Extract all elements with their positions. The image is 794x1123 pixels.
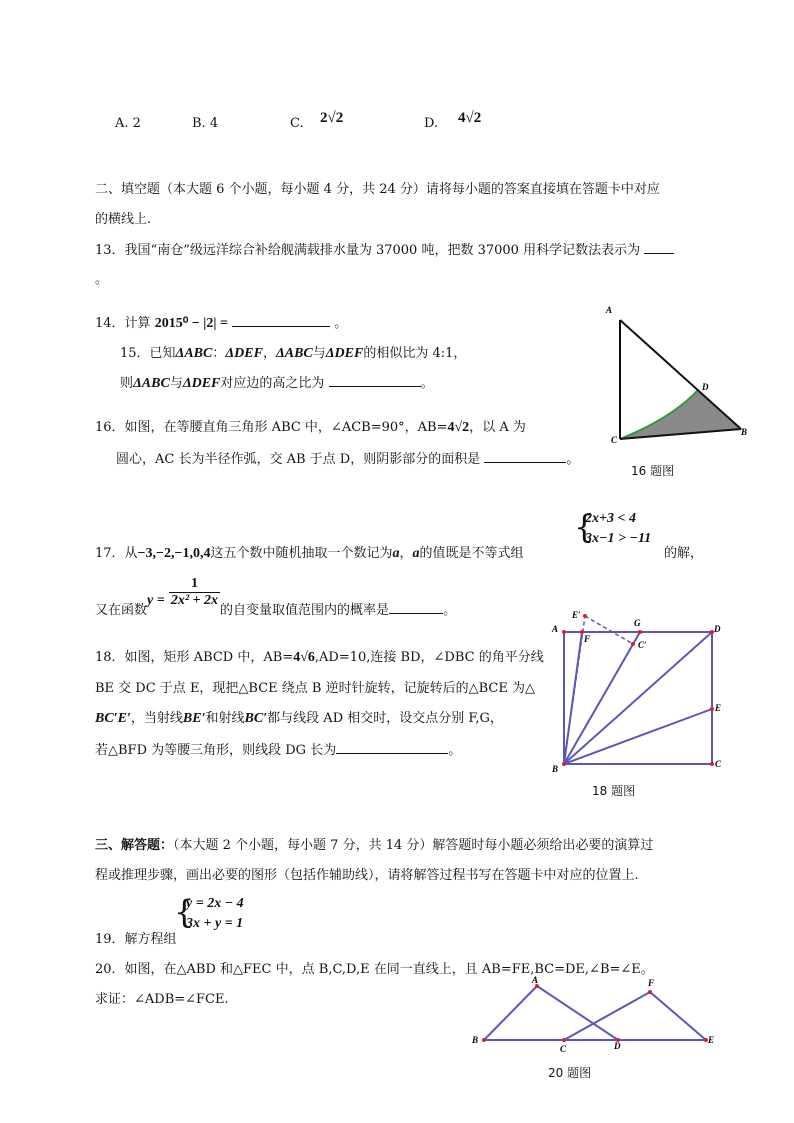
figure-16-label-c: C [611, 435, 618, 445]
q17-func-y: y = [147, 593, 165, 608]
q19-equation-1: y = 2x − 4 [186, 896, 244, 911]
q16-line2-text: 圆心，AC 长为半径作弧，交 AB 于点 D，则阴影部分的面积是 [116, 452, 481, 467]
figure-16-label-b: B [741, 427, 748, 437]
q15-l2-suffix: 对应边的高之比为 [220, 376, 325, 391]
q15-l2-mid: 与 [169, 376, 183, 391]
q15-l2-end: 。 [420, 376, 434, 391]
figure-20-label-d: D [614, 1041, 621, 1051]
q17-inequality-1: 2x+3 < 4 [585, 511, 636, 526]
q17-mid2: 的值既是不等式组 [419, 546, 524, 561]
q17-inequality-2: 3x−1 > −11 [585, 531, 652, 546]
q18-l3-mid2: 和射线 [205, 711, 245, 726]
q18-line2: BE 交 DC 于点 E，现把△BCE 绕点 B 逆时针旋转，记旋转后的△BCE 为△ [95, 681, 535, 696]
q18-l3-suffix: 都与线段 AD 相交时，设交点分别 F,G， [267, 711, 503, 726]
q15-l2-prefix: 则 [120, 376, 134, 391]
section2-line2: 的横线上. [95, 212, 152, 227]
q15-mid: 与 [312, 346, 326, 361]
q17-answer-blank[interactable] [389, 601, 443, 614]
q16-line2-end: 。 [566, 452, 580, 467]
q13-answer-blank[interactable] [644, 241, 674, 254]
figure-18-caption: 18 题图 [592, 784, 636, 798]
q17-system [585, 509, 651, 549]
q13-line1: 13．我国“南仓”级远洋综合补给舰满载排水量为 37000 吨，把数 37000 用科学记数法表示为 [95, 243, 641, 258]
figure-16-caption: 16 题图 [631, 464, 675, 478]
q16-line1 [95, 416, 526, 436]
section3-title: 三、解答题： [95, 838, 174, 853]
figure-20-label-b: B [472, 1035, 479, 1045]
option-b: B. 4 [192, 116, 219, 131]
figure-18-label-b: B [552, 764, 559, 774]
q17-system-brace: { [574, 508, 595, 546]
q17-function-fraction [169, 576, 220, 609]
q16-line2 [116, 448, 579, 467]
q16-ab-value: 4√2 [447, 420, 470, 435]
q15-l2-tri-def: ΔDEF [182, 376, 221, 391]
figure-16-label-d: D [702, 382, 709, 392]
figure-18-label-c: C [715, 759, 722, 769]
figure-20-label-c: C [560, 1044, 567, 1054]
q15-tri-def-2: ΔDEF [325, 346, 364, 361]
q19-equation-2: 3x + y = 1 [186, 916, 244, 931]
q13-line2: 。 [95, 272, 109, 287]
q14-text [95, 312, 347, 332]
figure-16 [598, 298, 758, 448]
figure-20-caption: 20 题图 [548, 1066, 592, 1080]
q15-line2 [120, 372, 434, 392]
figure-18-label-g: G [634, 618, 641, 628]
section2-line1: 二、填空题（本大题 6 个小题，每小题 4 分，共 24 分）请将每小题的答案直接填在答题卡中对应 [95, 182, 660, 197]
figure-18-label-e-prime: E′ [572, 610, 581, 620]
section3-line2: 程或推理步骤，画出必要的图形（包括作辅助线），请将解答过程书写在答题卡中对应的位置上. [95, 868, 639, 883]
q18-line3 [95, 707, 503, 727]
option-c-value: 2√2 [320, 110, 344, 126]
q17-prefix: 17．从 [95, 546, 138, 561]
q17-l2-prefix: 又在函数 [95, 603, 148, 618]
figure-18 [548, 610, 728, 780]
q15-prefix: 15．已知 [120, 346, 176, 361]
q17-l2-end: 。 [443, 603, 457, 618]
q18-tri-bce-prime: BC′E′ [95, 711, 131, 726]
figure-20-label-a: A [532, 975, 539, 985]
q18-l3-mid: ，当射线 [130, 711, 183, 726]
q15-suffix: 的相似比为 4:1， [363, 346, 467, 361]
section3-line1-rest: （本大题 2 个小题，每小题 7 分，共 14 分）解答题时每小题必须给出必要的演算过 [173, 838, 654, 853]
q15-colon: ： [212, 346, 226, 361]
q19-prefix: 19．解方程组 [95, 932, 177, 947]
figure-20-label-f: F [648, 978, 655, 988]
q16-answer-blank[interactable] [484, 450, 566, 463]
q18-ray-bc-prime: BC′ [244, 711, 268, 726]
q16-suffix: ，以 A 为 [469, 420, 526, 435]
q20-line2: 求证：∠ADB=∠FCE. [95, 992, 229, 1007]
figure-18-label-e: E [715, 703, 722, 713]
q14-suffix: 。 [334, 316, 348, 331]
option-a: A. 2 [115, 116, 141, 131]
q19-system-brace: { [174, 893, 195, 931]
q18-suffix: ,AD=10,连接 BD，∠DBC 的角平分线 [314, 650, 544, 665]
figure-20-side-ab [484, 986, 537, 1040]
figure-18-diagonal-bd [564, 632, 712, 764]
q15-tri-abc-2: ΔABC [275, 346, 313, 361]
q15-tri-def: ΔDEF [225, 346, 263, 361]
figure-18-dashed-e-prime-c-prime [585, 616, 633, 644]
figure-20 [466, 974, 726, 1054]
q17-func-num: 1 [169, 576, 220, 593]
q17-suffix: 的解， [664, 546, 704, 561]
q18-prefix: 18．如图，矩形 ABCD 中，AB= [95, 650, 294, 665]
figure-18-segment-be [564, 709, 712, 764]
q17-l2-suffix: 的自变量取值范围内的概率是 [220, 603, 390, 618]
figure-20-side-fe [650, 992, 706, 1040]
q15-answer-blank[interactable] [329, 374, 421, 387]
q16-prefix: 16．如图，在等腰直角三角形 ABC 中，∠ACB=90°，AB= [95, 420, 448, 435]
q14-expression: 2015⁰ − |2| = [154, 316, 228, 331]
option-d-label: D. [424, 116, 439, 131]
figure-18-label-a: A [552, 624, 559, 634]
q17-var-a-2: a [412, 546, 420, 561]
q14-prefix: 14．计算 [95, 316, 151, 331]
figure-16-label-a: A [606, 305, 613, 315]
q18-ray-be-prime: BE′ [182, 711, 206, 726]
q17-func-den: 2x² + 2x [170, 593, 219, 608]
q13-text [95, 239, 674, 258]
figure-18-label-f: F [584, 634, 591, 644]
q15-tri-abc: ΔABC [175, 346, 213, 361]
option-c-label: C. [290, 116, 304, 131]
q18-line4-end: 。 [448, 743, 462, 758]
figure-20-label-e: E [708, 1035, 715, 1045]
q20-line1: 20．如图，在△ABD 和△FEC 中，点 B,C,D,E 在同一直线上，且 AB=FE,BC=DE,∠B=∠E。 [95, 962, 654, 977]
q18-line1 [95, 646, 544, 666]
q17-numbers: −3,−2,−1,0,4 [137, 546, 211, 561]
q15-comma: ， [262, 346, 276, 361]
q14-answer-blank[interactable] [232, 314, 330, 327]
q18-ab-value: 4√6 [293, 650, 315, 665]
q19-system [186, 894, 244, 934]
q18-line4-text: 若△BFD 为等腰三角形，则线段 DG 长为 [95, 743, 337, 758]
option-d-value: 4√2 [458, 110, 482, 126]
q15-line1 [120, 342, 466, 362]
figure-18-label-c-prime: C′ [638, 640, 647, 650]
q18-line4 [95, 739, 461, 758]
q17-var-a: a [392, 546, 400, 561]
q18-answer-blank[interactable] [336, 741, 448, 754]
figure-18-label-d: D [714, 624, 721, 634]
q17-mid: 这五个数中随机抽取一个数记为 [210, 546, 393, 561]
q17-line1: 17．从−3,−2,−1,0,4这五个数中随机抽取一个数记为a，a的值既是不等式组 [95, 546, 524, 561]
q15-l2-tri-abc: ΔABC [133, 376, 170, 391]
q17-line2 [95, 576, 457, 618]
section3-line1 [95, 834, 653, 853]
